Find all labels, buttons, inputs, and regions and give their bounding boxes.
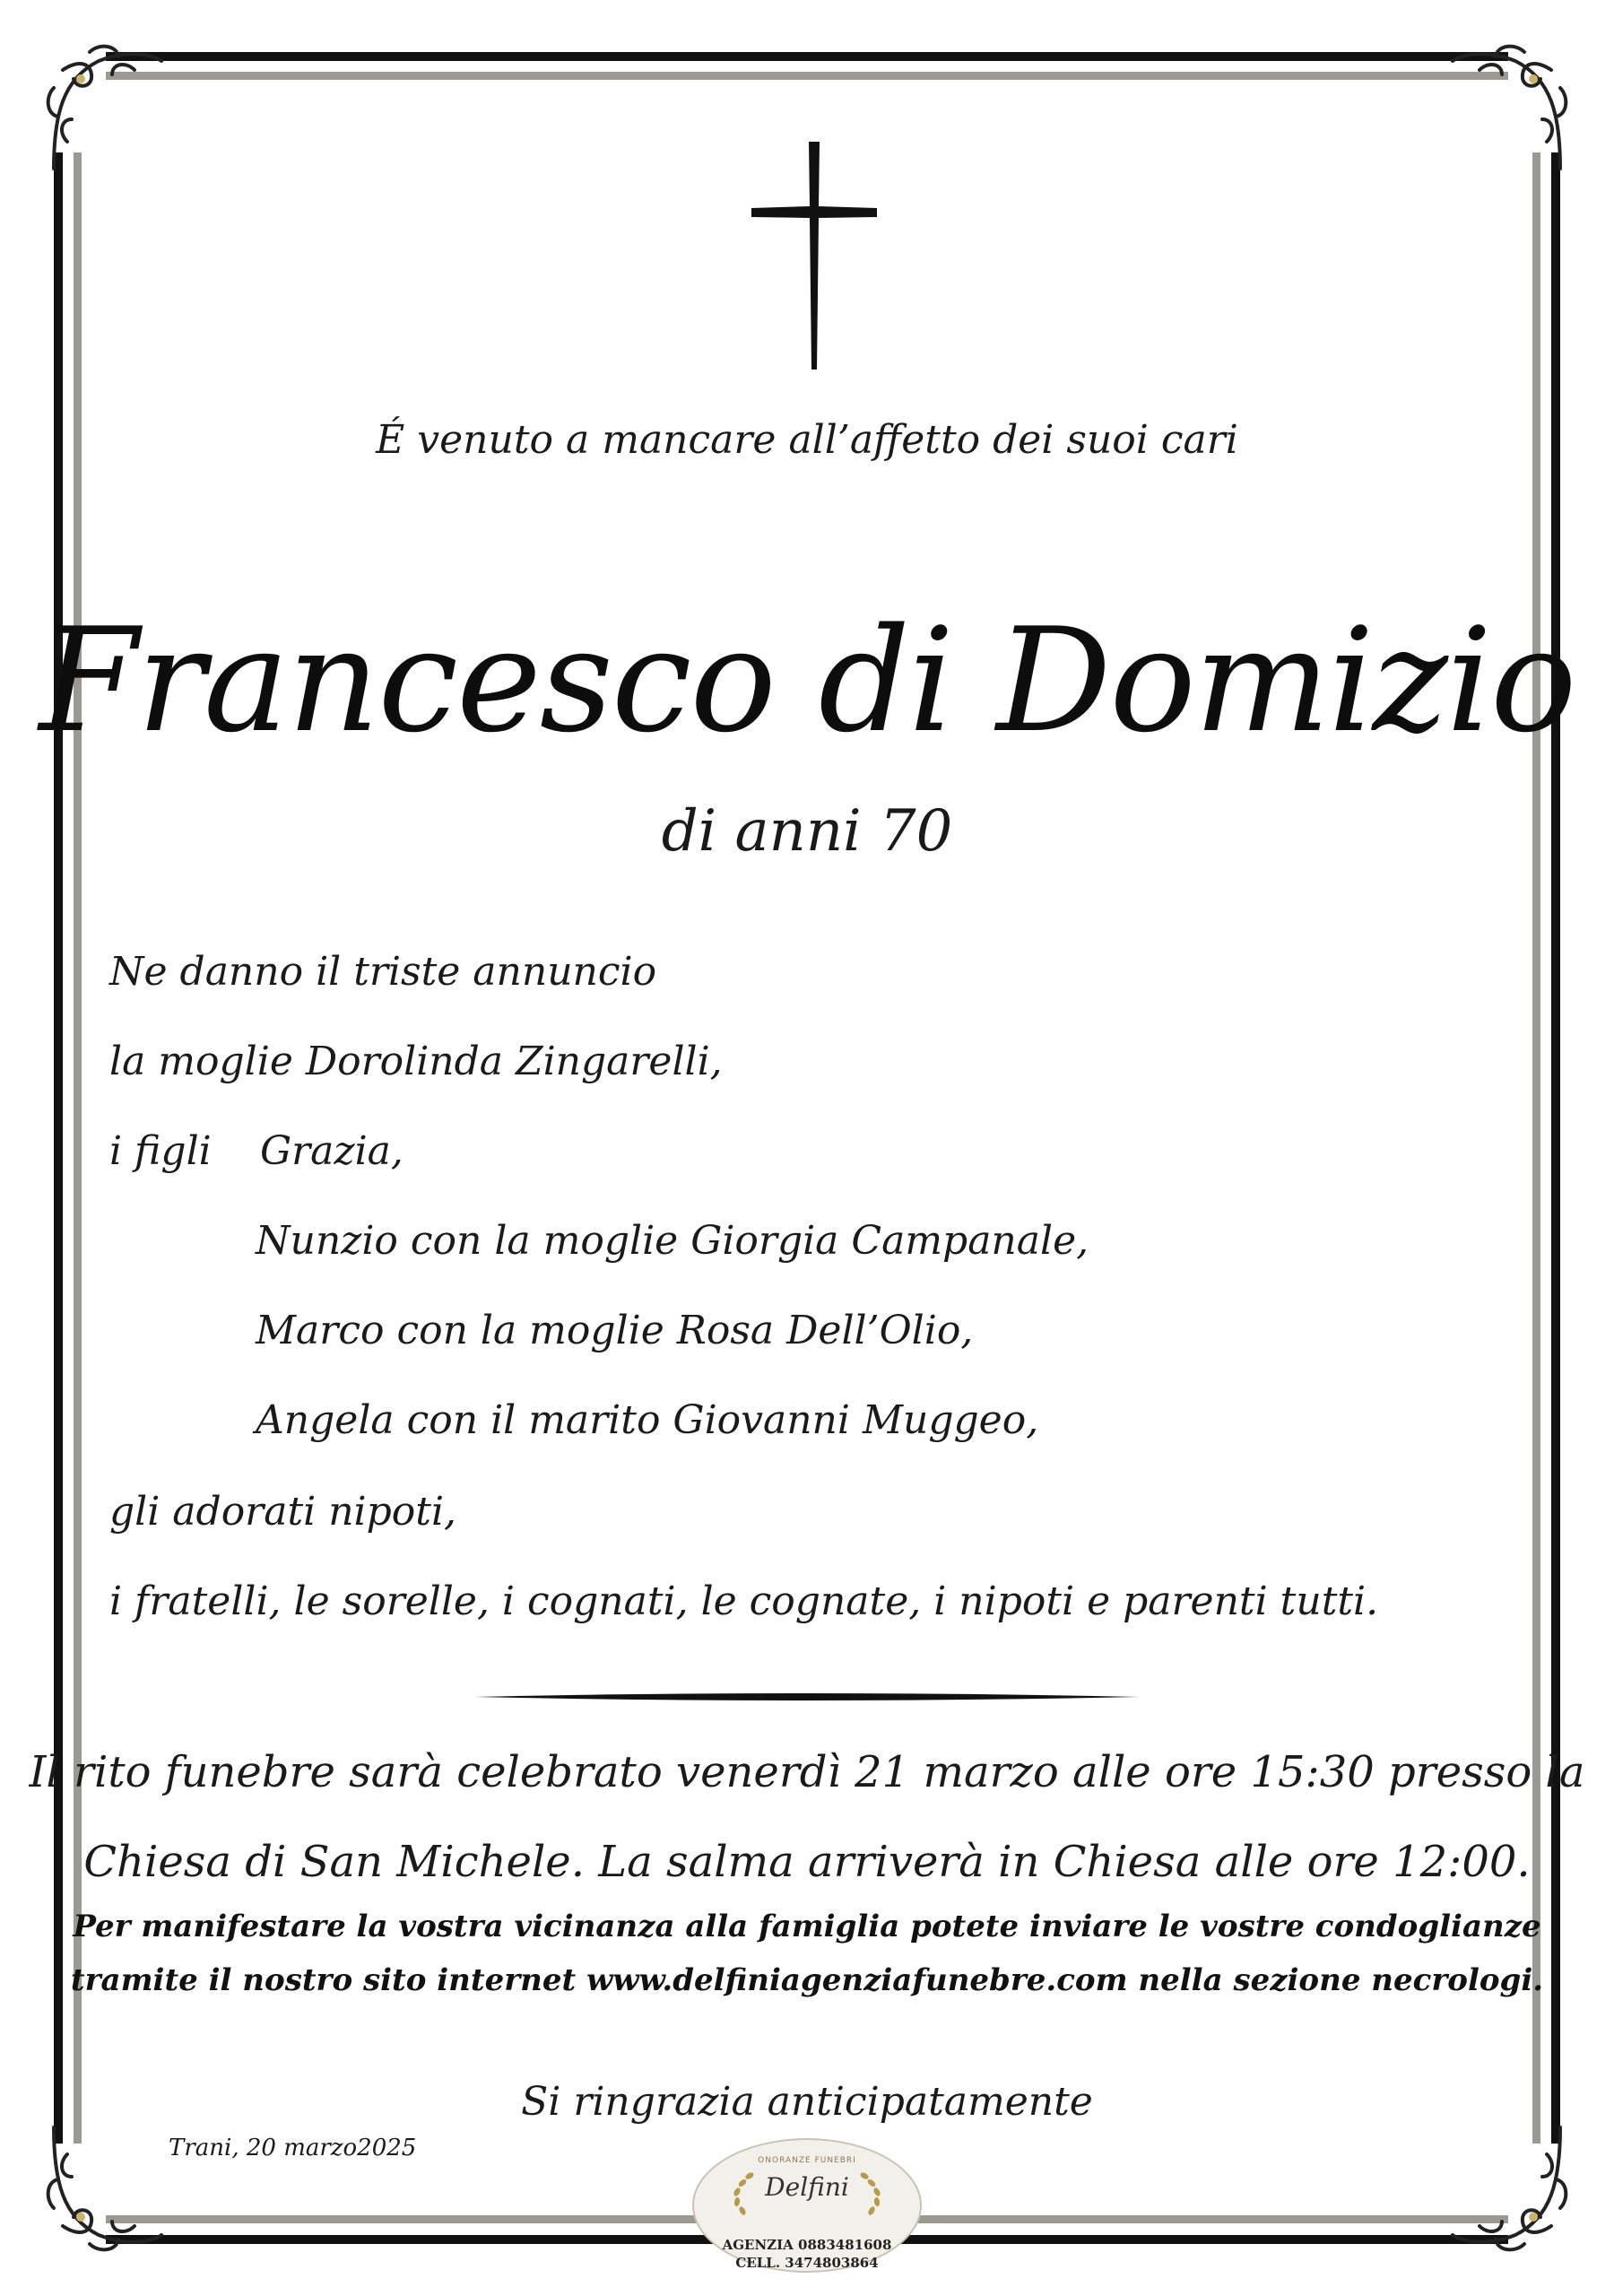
child-line: Angela con il marito Giovanni Muggeo, — [256, 1397, 1039, 1443]
children-label: i figli — [109, 1128, 212, 1174]
corner-ornament-icon — [36, 34, 170, 204]
child-line: Grazia, — [260, 1128, 404, 1174]
frame-top-outer-rule — [106, 52, 1508, 61]
grandchildren-line: gli adorati nipoti, — [109, 1489, 456, 1535]
thanks-text: Si ringrazia anticipatamente — [521, 2079, 1093, 2125]
frame-top-inner-rule — [106, 72, 1508, 80]
place-date: Trani, 20 marzo2025 — [169, 2135, 417, 2161]
corner-ornament-icon — [1444, 34, 1578, 204]
child-line: Marco con la moglie Rosa Dell’Olio, — [256, 1308, 974, 1353]
logo-name: Delfini — [765, 2172, 849, 2202]
cross-icon — [747, 135, 881, 377]
announcement-line: Ne danno il triste annuncio — [109, 949, 657, 995]
condolences-line: Per manifestare la vostra vicinanza alla famiglia potete inviare le vostre condoglianze — [73, 1909, 1541, 1944]
condolences-line: tramite il nostro sito internet www.delfiniagenziafunebre.com nella sezione necrologi. — [70, 1962, 1544, 1998]
intro-text: É venuto a mancare all’affetto dei suoi cari — [376, 417, 1238, 463]
logo-tagline: ONORANZE FUNEBRI — [758, 2156, 856, 2165]
deceased-name: Francesco di Domizio — [39, 596, 1575, 764]
relatives-line: i fratelli, le sorelle, i cognati, le cognate, i nipoti e parenti tutti. — [109, 1578, 1379, 1624]
spouse-line: la moglie Dorolinda Zingarelli, — [109, 1039, 723, 1084]
funeral-details-line: Chiesa di San Michele. La salma arriverà in Chiesa alle ore 12:00. — [83, 1837, 1531, 1887]
agency-phone: AGENZIA 0883481608 — [722, 2237, 892, 2253]
funeral-details-line: Il rito funebre sarà celebrato venerdì 21 marzo alle ore 15:30 presso la — [29, 1747, 1585, 1797]
agency-logo — [692, 2138, 922, 2289]
deceased-age: di anni 70 — [661, 798, 953, 865]
child-line: Nunzio con la moglie Giorgia Campanale, — [256, 1218, 1089, 1264]
agency-cell: CELL. 3474803864 — [735, 2255, 879, 2271]
divider-rule — [475, 1692, 1139, 1702]
